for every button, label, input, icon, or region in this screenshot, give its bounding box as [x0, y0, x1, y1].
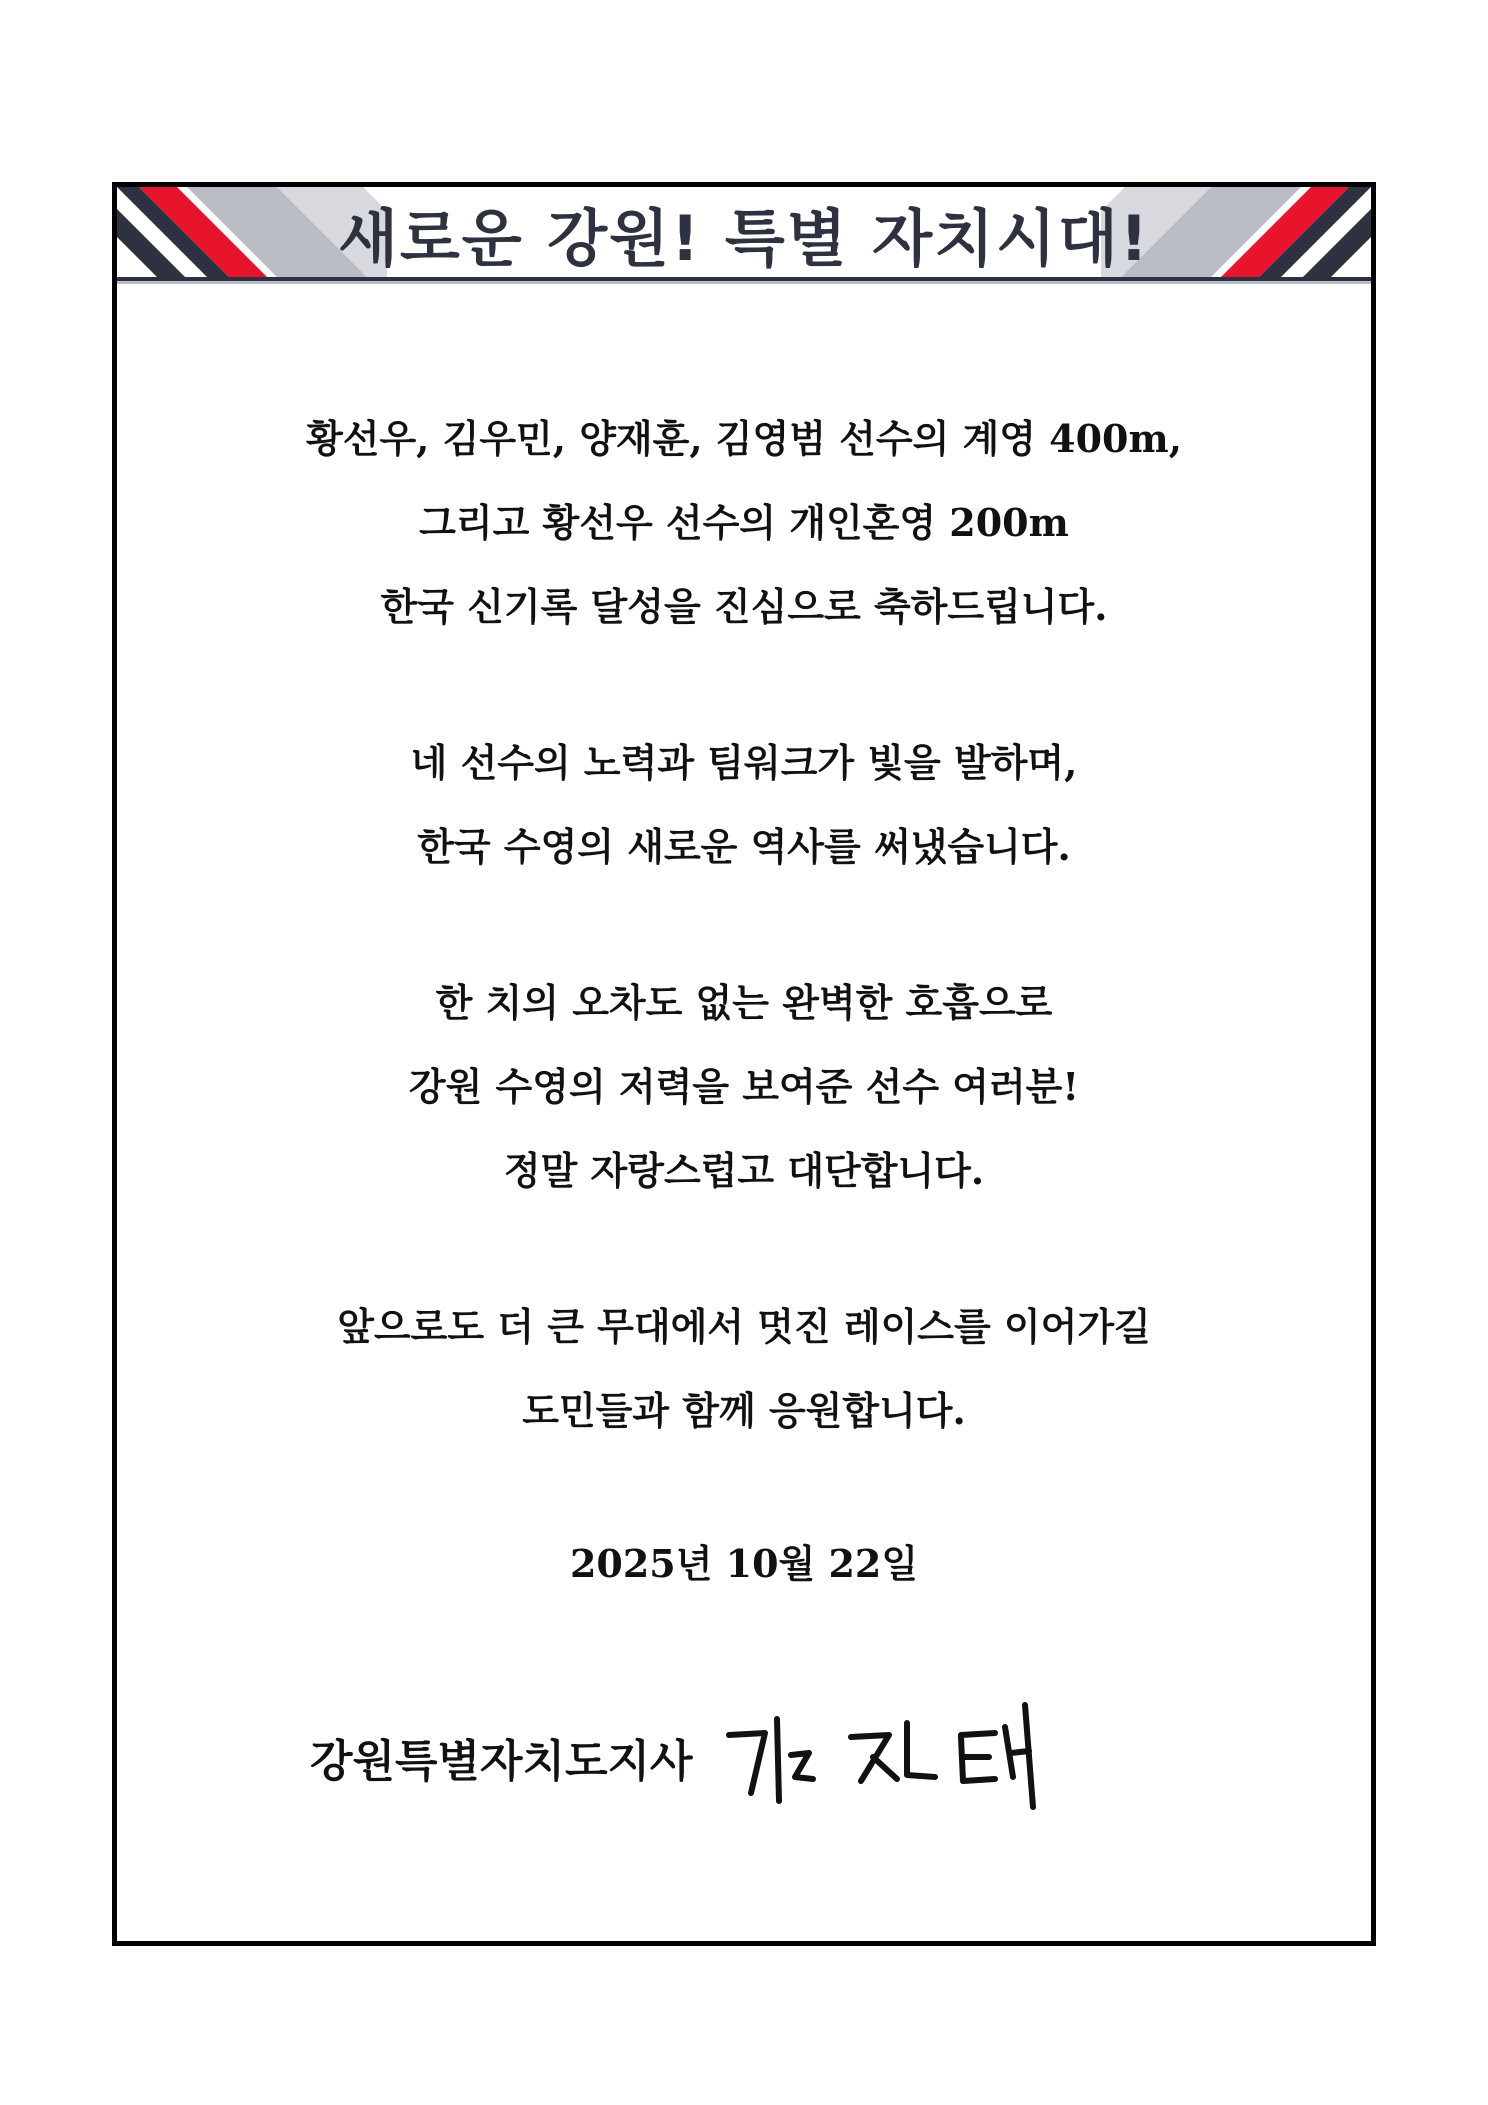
body-line: 한 치의 오차도 없는 완벽한 호흡으로 [435, 980, 1053, 1025]
handwritten-signature [721, 1697, 1061, 1817]
header-banner [117, 187, 1371, 287]
paragraph-cheer [117, 1285, 1371, 1453]
paragraph-congratulations [117, 397, 1371, 649]
governor-title: 강원특별자치도지사 [310, 1736, 693, 1787]
body-line: 정말 자랑스럽고 대단합니다. [503, 1148, 985, 1193]
body-line: 강원 수영의 저력을 보여준 선수 여러분! [408, 1064, 1080, 1109]
body-line: 네 선수의 노력과 팀워크가 빛을 발하며, [410, 740, 1078, 785]
body-line: 앞으로도 더 큰 무대에서 멋진 레이스를 이어가길 [337, 1304, 1151, 1349]
body-line: 한국 수영의 새로운 역사를 써냈습니다. [417, 824, 1071, 869]
body-line: 그리고 황선우 선수의 개인혼영 200m [419, 500, 1069, 545]
paragraph-praise [117, 961, 1371, 1213]
body-line: 한국 신기록 달성을 진심으로 축하드립니다. [380, 584, 1108, 629]
letter-date: 2025년 10월 22일 [569, 1541, 919, 1586]
body-line: 황선우, 김우민, 양재훈, 김영범 선수의 계영 400m, [306, 416, 1182, 461]
paragraph-teamwork [117, 721, 1371, 889]
banner-title: 새로운 강원! 특별 자치시대! [337, 202, 1151, 275]
letter-body [117, 397, 1371, 1453]
body-line: 도민들과 함께 응원합니다. [522, 1388, 966, 1433]
signature-block [310, 1697, 1061, 1817]
letter-frame [112, 182, 1376, 1946]
